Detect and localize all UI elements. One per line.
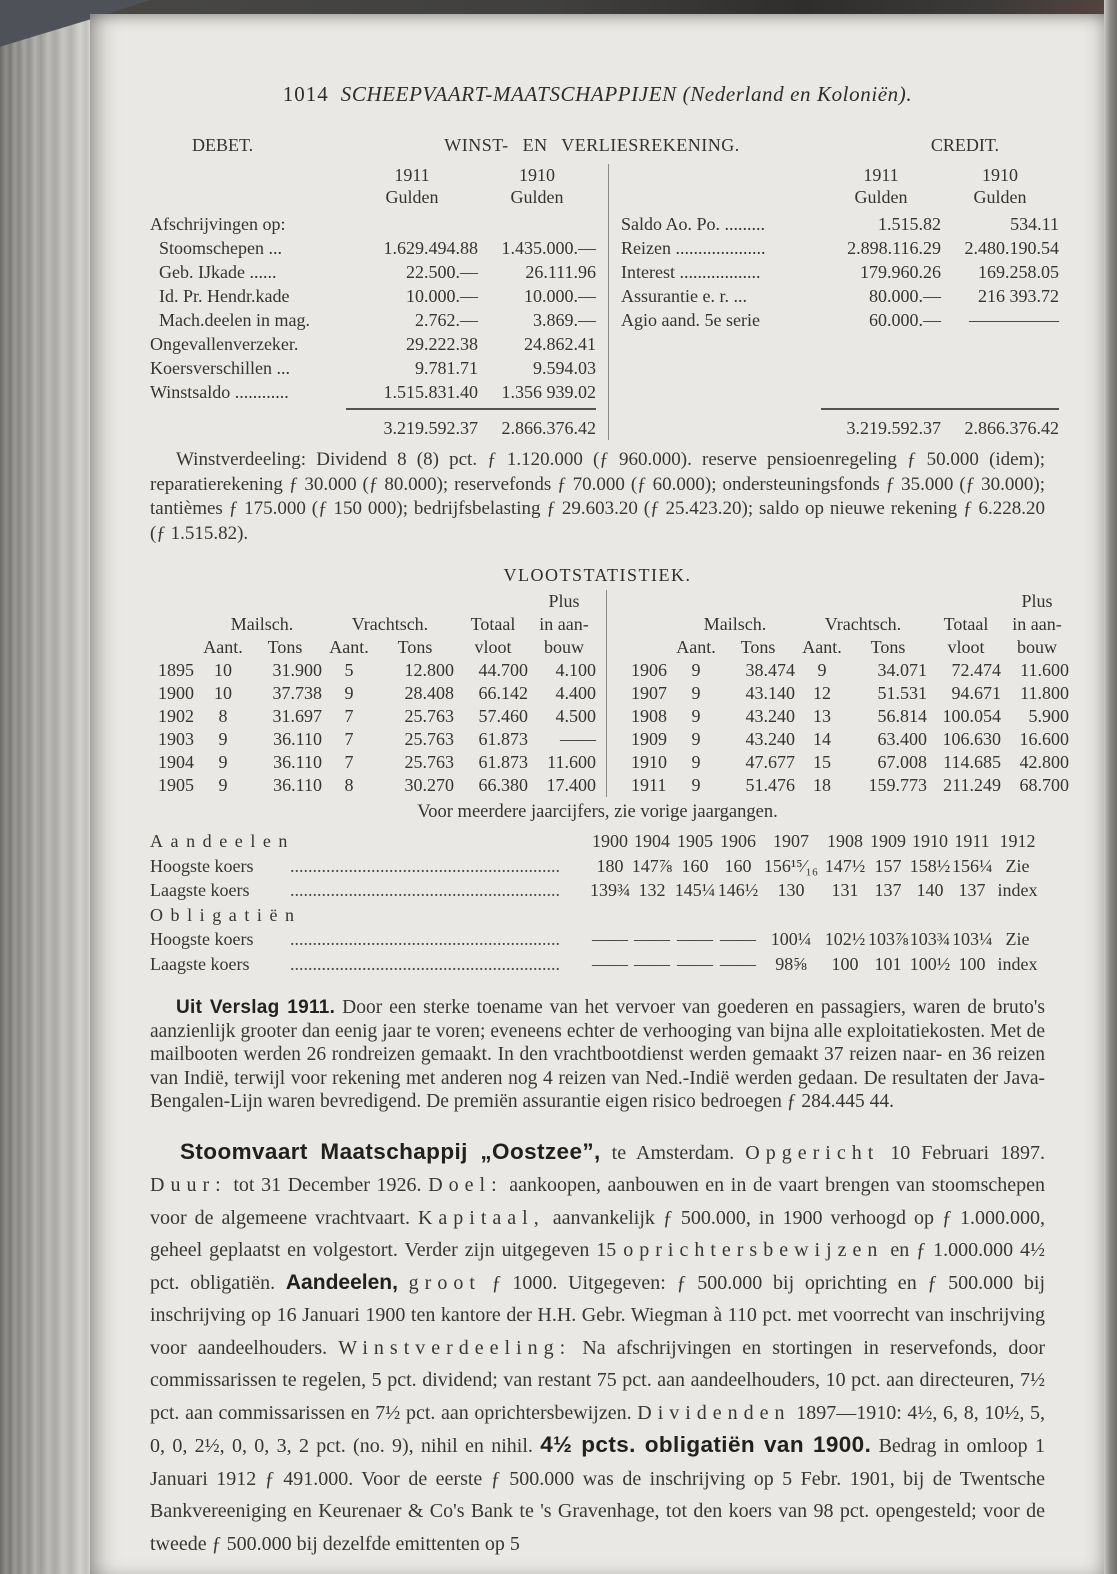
koers-cell: ——: [720, 929, 756, 949]
koers-cell: 101: [874, 953, 902, 974]
koers-cell: 160: [724, 855, 752, 876]
vloot-header-row3: Aant. Tons Aant. Tons vloot bouw: [676, 637, 1057, 657]
koers-cell: Zie: [1005, 855, 1030, 876]
koers-cell: 103¼: [952, 929, 993, 949]
page-title: SCHEEPVAART-MAATSCHAPPIJEN (Nederland en Koloniën).: [340, 82, 913, 106]
page-header: [150, 82, 1045, 107]
page-number: 1014: [282, 82, 329, 106]
paragraph-segment: Opgericht: [745, 1141, 880, 1164]
winstverdeeling-paragraph: Winstverdeeling: Dividend 8 (8) pct. ƒ 1.120.000 (ƒ 960.000). reserve pensioenregeling ƒ 50.000 (idem); reparatierekening ƒ 30.000 (ƒ 80.000); reservefonds ƒ 70.000 (ƒ 60.000); ondersteuningsfonds ƒ 35.000 (ƒ 30.000); tantièmes ƒ 175.000 (ƒ 150 000); bedrijfsbelasting ƒ 29.603.20 (ƒ 25.423.20); saldo op nieuwe rekening ƒ 6.228.20 (ƒ 1.515.82).: [150, 449, 1045, 544]
koers-cell: 131: [831, 880, 859, 900]
vloot-header-row2: Mailsch. Vrachtsch. Totaal in aan-: [230, 614, 589, 634]
koers-cell: ——: [677, 953, 713, 974]
koers-cell: 147½: [824, 855, 866, 876]
paragraph-segment: 1897—1910: 4½, 6, 8, 10½, 5, 0, 0, 2½, 0, 0, 3, 2 pct. (no. 9), nihil en nihil.: [150, 1401, 1046, 1458]
paragraph-segment: Aandeelen,: [285, 1270, 398, 1294]
dot-leader: ............................................................: [290, 880, 560, 900]
dot-leader: ............................................................: [290, 929, 560, 949]
koers-cell: 100¼: [770, 929, 812, 949]
koers-cell: Zie: [1005, 929, 1030, 949]
paragraph-segment: [398, 1272, 409, 1294]
dot-leader: ............................................................: [290, 855, 560, 876]
vloot-table-left: [150, 590, 607, 797]
pnl-debet-column-headers: 1911 1910 Gulden Gulden: [385, 165, 564, 207]
uit-verslag-paragraph: [150, 996, 1045, 1114]
pnl-debet-column: [150, 164, 609, 440]
vloot-header-row1: Plus: [1021, 591, 1053, 611]
paragraph-segment: Winstverdeeling:: [338, 1336, 572, 1359]
page-paper: [90, 14, 1105, 1574]
koers-cell: 103¾: [909, 929, 951, 949]
pnl-credit-column-headers: 1911 1910 Gulden Gulden: [854, 165, 1027, 207]
paragraph-segment: te Amsterdam.: [600, 1141, 746, 1164]
paragraph-segment: en ƒ 1.000.000 4½ pct. obligatiën.: [150, 1239, 1045, 1294]
koers-cell: 156¹⁵⁄₁₆: [763, 855, 819, 876]
year-cell: 1907: [773, 831, 809, 851]
year-cell: 1906: [720, 831, 756, 851]
table-row: Koersverschillen ... 9.781.71 9.594.03: [150, 358, 596, 378]
table-row: 1909 9 43.240 14 63.400 106.630 16.600: [631, 729, 1069, 749]
table-row: 1907 9 43.140 12 51.531 94.671 11.800: [631, 683, 1069, 703]
koers-cell: 103⅞: [868, 929, 909, 949]
year-cell: 1900: [592, 831, 628, 851]
koers-cell: 140: [916, 880, 944, 900]
pnl-credit-totals: 3.219.592.37 2.866.376.42: [621, 404, 1059, 440]
table-row: 1911 9 51.476 18 159.773 211.249 68.700: [631, 775, 1069, 795]
paragraph-segment: 4½ pcts. obligatiën van 1900.: [540, 1432, 872, 1458]
koers-cell: 98⅝: [775, 953, 807, 974]
table-row: 1906 9 38.474 9 34.071 72.474 11.600: [631, 660, 1069, 680]
koers-cell: 130: [777, 880, 805, 900]
table-row: Afschrijvingen op:: [150, 214, 286, 234]
table-row: Mach.deelen in mag. 2.762.— 3.869.—: [150, 310, 596, 330]
paragraph-segment: ƒ 1000. Uitgegeven: ƒ 500.000 bij oprichting en ƒ 500.000 bij inschrijving op 16 Januari 1900 ten kantore der H.H. Gebr. Wiegman à 110 pct. met voorrecht van inschrijving voor aandeelhouders.: [150, 1271, 1045, 1359]
koers-cell: ——: [592, 929, 628, 949]
koers-cell: 132: [638, 880, 666, 900]
table-row: Geb. IJkade ...... 22.500.— 26.111.96: [150, 262, 596, 282]
koers-cell: 180: [596, 855, 624, 876]
table-row: 1910 9 47.677 15 67.008 114.685 42.800: [631, 752, 1069, 772]
koers-cell: ——: [634, 953, 670, 974]
scan-top-shadow: [0, 0, 1117, 15]
aandeelen-hoogste-row: Hoogste koers ............................................................ 180 147⅞ 160 160 156¹⁵⁄₁₆ 147½ 157 158½ 156¼ Zie: [150, 854, 1045, 879]
table-row: Saldo Ao. Po. ......... 1.515.82 534.11: [621, 214, 1059, 234]
table-row: 1905 9 36.110 8 30.270 66.380 17.400: [158, 775, 596, 795]
aandeelen-year-row: [150, 829, 1045, 854]
table-row: Agio aand. 5e serie 60.000.— —————: [621, 310, 1059, 330]
paragraph-segment: groot: [408, 1271, 481, 1294]
debet-heading: DEBET.: [192, 135, 254, 155]
pnl-credit-column: [609, 164, 1059, 440]
year-cell: 1905: [677, 831, 713, 851]
vloot-heading: VLOOTSTATISTIEK.: [503, 565, 692, 585]
koers-cell: index: [997, 880, 1038, 900]
koers-cell: 139¾: [590, 880, 631, 900]
vloot-header-row1: Plus: [548, 591, 580, 611]
year-cell: 1911: [954, 831, 990, 851]
koers-cell: 157: [874, 855, 902, 876]
koers-cell: 100: [958, 953, 986, 974]
year-cell: 1908: [827, 831, 863, 851]
koers-table: [150, 829, 1045, 976]
pnl-title: WINST- EN VERLIESREKENING.: [444, 135, 740, 155]
koers-cell: 137: [958, 880, 986, 900]
aandeelen-laagste-row: Laagste koers ............................................................ 139¾ 132 145¼ 146½ 130 131 137 140 137 index: [150, 878, 1045, 903]
profit-loss-table: [150, 164, 1059, 440]
table-row: Interest .................. 179.960.26 169.258.05: [621, 262, 1059, 282]
paragraph-segment: 10 Februari 1897.: [879, 1141, 1045, 1164]
year-cell: 1904: [634, 831, 670, 851]
pnl-debet-totals: 3.219.592.37 2.866.376.42: [150, 404, 602, 440]
table-row: 1902 8 31.697 7 25.763 57.460 4.500: [158, 706, 596, 726]
paragraph-segment: Stoomvaart Maatschappij „Oostzee”,: [180, 1138, 601, 1164]
table-row: 1904 9 36.110 7 25.763 61.873 11.600: [158, 752, 596, 772]
dot-leader: ............................................................: [290, 953, 560, 974]
scan-right-shadow: [1104, 0, 1117, 1574]
koers-cell: ——: [634, 929, 670, 949]
aandeelen-label: Aandeelen: [150, 831, 295, 851]
uit-verslag-lead: Uit Verslag 1911.: [176, 997, 336, 1018]
paragraph-segment: aanvankelijk ƒ 500.000, in 1900 verhoogd op ƒ 1.000.000, geheel geplaatst en volgestort. Verder zijn uitgegeven 15: [150, 1206, 1045, 1262]
koers-cell: 100½: [909, 953, 951, 974]
vloot-statistics-tables: [150, 590, 1069, 797]
paragraph-segment: Dividenden: [637, 1401, 791, 1424]
koers-cell: 146½: [717, 880, 759, 900]
koers-cell: index: [997, 953, 1038, 974]
table-row: 1908 9 43.240 13 56.814 100.054 5.900: [631, 706, 1069, 726]
table-row: Winstsaldo ............ 1.515.831.40 1.356 939.02: [150, 382, 596, 402]
vloot-table-right: [607, 590, 1071, 797]
year-cell: 1912: [999, 831, 1036, 851]
table-row: 1895 10 31.900 5 12.800 44.700 4.100: [158, 660, 596, 680]
table-row: Ongevallenverzeker. 29.222.38 24.862.41: [150, 334, 596, 354]
obligatien-hoogste-row: Hoogste koers ............................................................ —— —— —— —— 100¼ 102½ 103⅞ 103¾ 103¼ Zie: [150, 927, 1045, 952]
book-page-stack-edge: [0, 6, 92, 1574]
vloot-header-row3: Aant. Tons Aant. Tons vloot bouw: [203, 637, 584, 657]
koers-cell: 145¼: [674, 880, 716, 900]
obligatien-label: Obligatiën: [150, 904, 302, 925]
paragraph-segment: Kapitaal,: [417, 1206, 545, 1229]
koers-cell: 158½: [909, 855, 951, 876]
obligatien-laagste-row: Laagste koers ............................................................ —— —— —— —— 98⅝ 100 101 100½ 100 index: [150, 952, 1045, 977]
uit-verslag-body: Door een sterke toename van het vervoer van goederen en passagiers, waren de bruto's aanzienlijk grooter dan eenig jaar te voren; eveneens echter de verhooging van bijna alle exploitatiekosten. Met de mailbooten werden 26 rondreizen gemaakt. In den vrachtbootdienst werden gemaakt 37 reizen naar- en 36 reizen van Indië, terwijl voor rekening met anderen nog 4 reizen van Ned.-Indië werden gedaan. De resultaten der Java-Bengalen-Lijn waren bevredigend. De premiën assurantie eigen risico bedroegen ƒ 284.445 44.: [150, 997, 1045, 1113]
table-row: 1903 9 36.110 7 25.763 61.873 ——: [158, 729, 596, 749]
table-row: 1900 10 37.738 9 28.408 66.142 4.400: [158, 683, 596, 703]
credit-heading: CREDIT.: [930, 135, 999, 155]
pnl-header-row: [150, 135, 1045, 156]
oostzee-paragraph: [150, 1136, 1045, 1561]
vloot-footnote: Voor meerdere jaarcijfers, zie vorige jaargangen.: [417, 802, 778, 822]
koers-cell: 137: [874, 880, 902, 900]
paragraph-segment: Na afschrijvingen en stortingen in reservefonds, door commissarissen te regelen, 5 pct. dividend; van restant 75 pct. aan aandeelhouders, 10 pct. aan directeuren, 7½ pct. aan commissarissen en 7½ pct. aan oprichtersbewijzen.: [150, 1336, 1045, 1424]
paragraph-segment: aankoopen, aanbouwen en in de vaart brengen van stoomschepen voor de algemeene vrachtvaart.: [150, 1174, 1046, 1229]
koers-cell: 100: [831, 953, 859, 974]
koers-cell: 147⅞: [631, 855, 673, 876]
paragraph-segment: Bedrag in omloop 1 Januari 1912 ƒ 491.000. Voor de eerste ƒ 500.000 was de inschrijving op 5 Febr. 1901, bij de Twentsche Bankvereeniging en Keurenaer & Co's Bank te 's Gravenhage, tot den koers van 98 pct. opengesteld; voor de tweede ƒ 500.000 bij dezelfde emittenten op 5: [150, 1435, 1045, 1555]
year-cell: 1910: [912, 831, 948, 851]
table-row: Reizen .................... 2.898.116.29 2.480.190.54: [621, 238, 1059, 258]
koers-cell: ——: [592, 953, 628, 974]
koers-cell: 156¼: [952, 855, 993, 876]
paragraph-segment: tot 31 December 1926.: [226, 1174, 429, 1197]
table-row: Assurantie e. r. ... 80.000.— 216 393.72: [621, 286, 1059, 306]
koers-cell: ——: [720, 953, 756, 974]
paragraph-segment: Doel:: [428, 1174, 503, 1197]
paragraph-segment: oprichtersbewijzen: [623, 1239, 884, 1262]
vloot-header-row2: Mailsch. Vrachtsch. Totaal in aan-: [703, 614, 1062, 634]
koers-cell: 102½: [824, 929, 866, 949]
table-row: Stoomschepen ... 1.629.494.88 1.435.000.—: [150, 238, 596, 258]
koers-cell: ——: [677, 929, 713, 949]
paragraph-segment: Duur:: [150, 1174, 227, 1197]
obligatien-section-row: [150, 903, 1045, 928]
table-row: Id. Pr. Hendr.kade 10.000.— 10.000.—: [150, 286, 596, 306]
koers-cell: 160: [681, 855, 709, 876]
year-cell: 1909: [870, 831, 906, 851]
